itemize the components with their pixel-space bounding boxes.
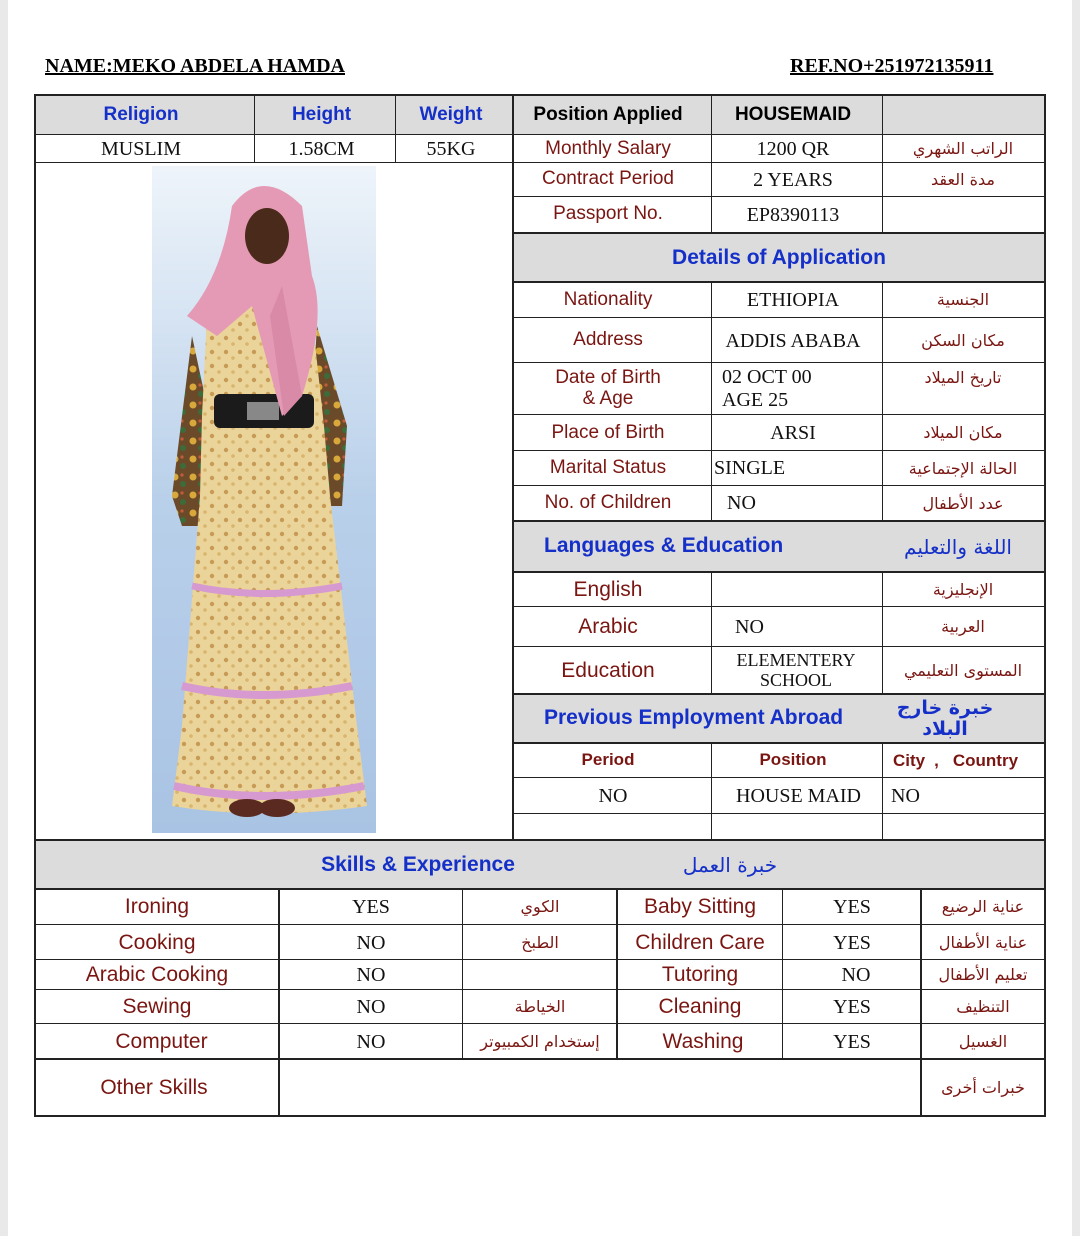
grid-line	[513, 450, 1045, 451]
skill-ironing-ar: الكوي	[520, 897, 560, 917]
grid-line	[278, 889, 280, 1116]
arabic-label: Arabic	[578, 615, 638, 639]
dob-age-label: Date of Birth & Age	[555, 367, 661, 409]
english-value	[711, 572, 875, 607]
languages-title: Languages & Education	[544, 534, 784, 558]
grid-line	[616, 889, 618, 1059]
monthly-salary-value: 1200 QR	[756, 138, 830, 160]
city-header: City	[893, 750, 926, 770]
grid-line	[882, 572, 883, 694]
skill-children-care-value: YES	[833, 931, 871, 954]
grid-line	[920, 889, 922, 1116]
arabic-ar: العربية	[941, 617, 985, 637]
grid-line	[34, 94, 36, 1117]
skills-title: Skills & Experience	[321, 852, 515, 876]
skill-tutoring-ar: تعليم الأطفال	[938, 965, 1028, 985]
other-skills-label: Other Skills	[100, 1075, 208, 1099]
skill-cooking-ar: الطبخ	[521, 932, 559, 952]
skill-arabic-cooking-label: Arabic Cooking	[85, 963, 229, 987]
religion-label: Religion	[103, 103, 179, 125]
grid-line	[254, 95, 255, 163]
grid-line	[513, 520, 1045, 522]
grid-line	[513, 606, 1045, 607]
skill-baby-sitting-ar: عناية الرضيع	[941, 897, 1025, 917]
skill-ironing-label: Ironing	[124, 895, 190, 919]
grid-line	[35, 134, 1045, 135]
grid-line	[711, 95, 712, 233]
children-ar: عدد الأطفال	[922, 493, 1004, 513]
skill-children-care-label: Children Care	[635, 930, 765, 954]
skill-sewing-label: Sewing	[122, 995, 192, 1019]
employment-period-value: NO	[598, 785, 628, 807]
grid-line	[35, 1023, 1045, 1024]
marital-status-value: SINGLE	[714, 457, 786, 479]
skill-tutoring-label: Tutoring	[661, 963, 739, 987]
nationality-value: ETHIOPIA	[746, 289, 840, 311]
reference-number: REF.NO+251972135911	[790, 55, 994, 77]
grid-line	[35, 839, 1045, 841]
skill-computer-value: NO	[356, 1030, 386, 1053]
employment-city-value: NO	[891, 784, 920, 807]
skill-cleaning-label: Cleaning	[658, 995, 742, 1019]
height-label: Height	[291, 103, 352, 125]
place-of-birth-ar: مكان الميلاد	[923, 423, 1003, 443]
education-value: ELEMENTERY SCHOOL	[736, 649, 856, 690]
place-of-birth-value: ARSI	[770, 422, 816, 444]
nationality-label: Nationality	[563, 288, 653, 310]
monthly-salary-ar: الراتب الشهري	[912, 139, 1014, 159]
grid-line	[513, 362, 1045, 363]
skill-cooking-label: Cooking	[118, 930, 196, 954]
candidate-name: NAME:MEKO ABDELA HAMDA	[45, 55, 345, 77]
position-applied-value: HOUSEMAID	[734, 103, 852, 125]
grid-line	[512, 95, 514, 840]
nationality-ar: الجنسية	[936, 290, 990, 310]
grid-line	[882, 95, 883, 233]
address-value: ADDIS ABABA	[725, 329, 861, 352]
english-ar: الإنجليزية	[932, 579, 994, 599]
country-header: Country	[952, 750, 1019, 770]
grid-line	[513, 414, 1045, 415]
skill-arabic-cooking-value: NO	[356, 964, 386, 986]
position-applied-label: Position Applied	[533, 103, 683, 125]
skill-tutoring-value: NO	[841, 964, 871, 986]
skill-ironing-value: YES	[352, 896, 390, 918]
grid-line	[711, 572, 712, 694]
candidate-photo	[152, 166, 376, 833]
passport-value: EP8390113	[746, 203, 840, 226]
grid-line	[513, 232, 1045, 234]
grid-line	[395, 95, 396, 163]
weight-value: 55KG	[426, 138, 476, 160]
skill-computer-ar: إستخدام الكمبيوتر	[480, 1031, 600, 1051]
employment-title-ar: خبرة خارج البلاد	[896, 696, 994, 740]
grid-line	[513, 317, 1045, 318]
skill-sewing-ar: الخياطة	[514, 997, 566, 1017]
skills-title-ar: خبرة العمل	[682, 852, 778, 877]
height-value: 1.58CM	[288, 138, 355, 160]
grid-line	[882, 743, 883, 840]
employment-position-value: HOUSE MAID	[736, 785, 861, 807]
address-label: Address	[573, 329, 643, 351]
place-of-birth-label: Place of Birth	[551, 421, 665, 443]
skill-washing-ar: الغسيل	[958, 1031, 1008, 1051]
skill-washing-label: Washing	[662, 1029, 744, 1053]
skill-cleaning-ar: التنظيف	[956, 997, 1010, 1017]
grid-line	[34, 1115, 1046, 1117]
grid-line	[34, 94, 1046, 96]
languages-title-ar: اللغة والتعليم	[904, 534, 1012, 559]
education-ar: المستوى التعليمي	[903, 660, 1023, 680]
employment-city-country-header	[893, 743, 1043, 778]
grid-line	[513, 281, 1045, 283]
address-ar: مكان السكن	[921, 330, 1005, 350]
grid-line	[513, 162, 1045, 163]
skill-baby-sitting-label: Baby Sitting	[643, 895, 757, 919]
english-label: English	[573, 577, 643, 601]
grid-line	[462, 889, 463, 1059]
grid-line	[513, 813, 1045, 814]
grid-line	[513, 485, 1045, 486]
contract-period-ar: مدة العقد	[931, 169, 995, 189]
grid-line	[513, 571, 1045, 573]
skill-children-care-ar: عناية الأطفال	[938, 932, 1028, 952]
children-value: NO	[727, 492, 756, 514]
education-label: Education	[561, 658, 655, 682]
marital-status-label: Marital Status	[549, 457, 667, 479]
skill-cleaning-value: YES	[833, 996, 871, 1018]
grid-line	[711, 743, 712, 840]
marital-status-ar: الحالة الإجتماعية	[908, 458, 1018, 478]
dob-age-ar: تاريخ الميلاد	[924, 368, 1002, 388]
grid-line	[513, 646, 1045, 647]
grid-line	[882, 282, 883, 521]
religion-value: MUSLIM	[100, 138, 181, 160]
grid-line	[513, 777, 1045, 778]
contract-period-label: Contract Period	[541, 168, 674, 190]
grid-line	[35, 959, 1045, 960]
monthly-salary-label: Monthly Salary	[545, 137, 671, 159]
grid-line	[513, 196, 1045, 197]
skill-washing-value: YES	[833, 1030, 871, 1053]
skill-sewing-value: NO	[356, 996, 386, 1018]
details-title: Details of Application	[672, 245, 886, 269]
grid-line	[782, 889, 783, 1059]
arabic-value: NO	[735, 615, 764, 638]
weight-label: Weight	[419, 103, 483, 125]
skill-baby-sitting-value: YES	[833, 896, 871, 918]
dob-age-value: 02 OCT 00 AGE 25	[722, 366, 812, 411]
grid-line	[35, 162, 513, 163]
grid-line	[35, 924, 1045, 925]
grid-line	[35, 1058, 1045, 1060]
employment-position-header: Position	[759, 750, 827, 770]
passport-label: Passport No.	[553, 203, 663, 225]
grid-line	[711, 282, 712, 521]
children-label: No. of Children	[544, 492, 672, 514]
skill-arabic-cooking-ar	[463, 960, 617, 990]
grid-line	[35, 989, 1045, 990]
grid-line	[35, 888, 1045, 890]
employment-period-header: Period	[581, 750, 635, 770]
grid-line	[513, 742, 1045, 744]
contract-period-value: 2 YEARS	[753, 168, 833, 191]
employment-title: Previous Employment Abroad	[544, 706, 844, 730]
city-country-separator: ,	[934, 750, 939, 770]
other-skills-ar: خبرات أخرى	[941, 1077, 1025, 1097]
skill-cooking-value: NO	[356, 931, 386, 954]
skill-computer-label: Computer	[115, 1029, 208, 1053]
grid-line	[513, 693, 1045, 695]
